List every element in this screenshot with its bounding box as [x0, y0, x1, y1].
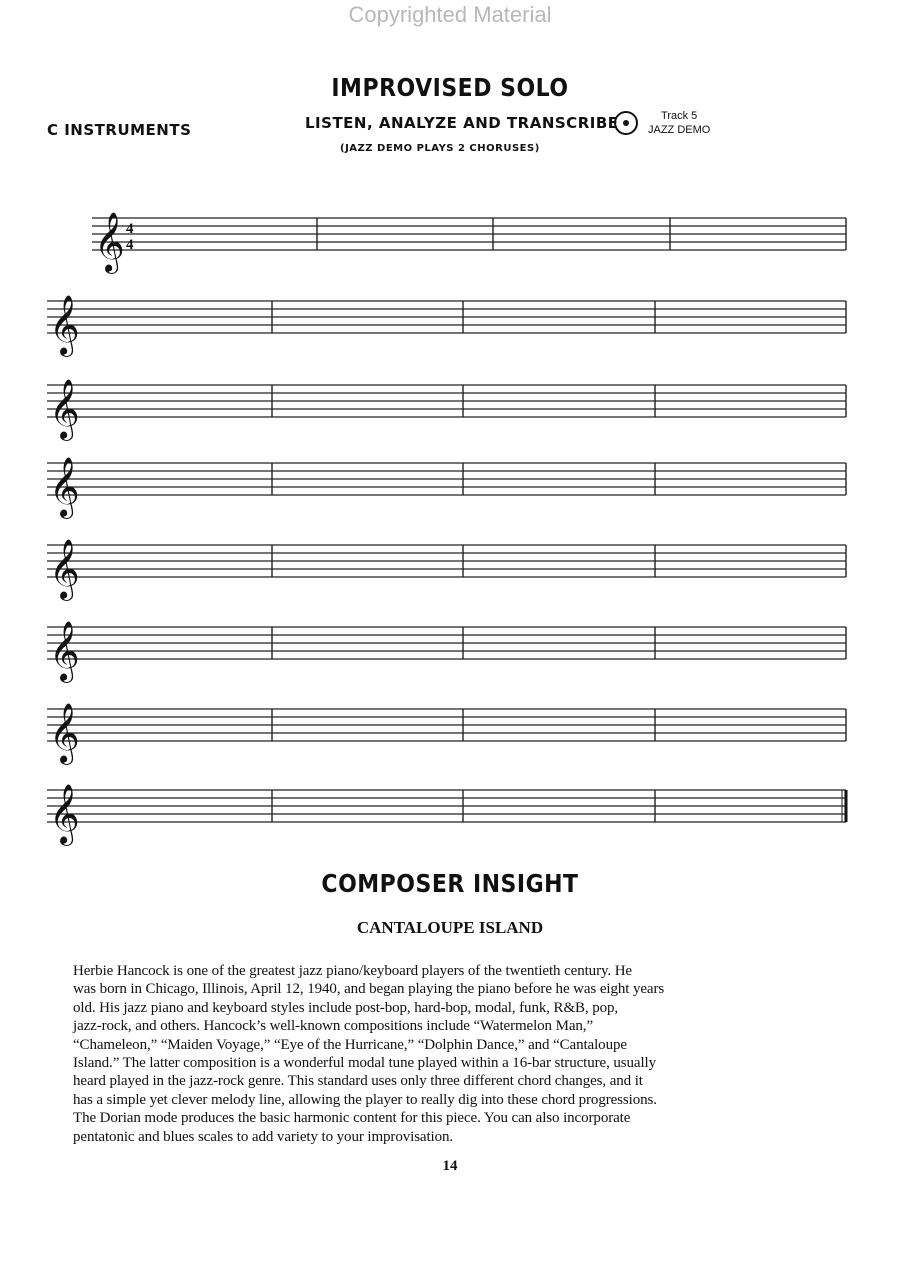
- bio-line: Island.” The latter composition is a wonderful modal tune played within a 16-bar structure, usually: [73, 1055, 657, 1072]
- bio-line: old. His jazz piano and keyboard styles include post-bop, hard-bop, modal, funk, R&B, pop,: [73, 999, 619, 1016]
- treble-clef-icon: 𝄞: [49, 295, 80, 355]
- composer-bio: [73, 962, 818, 1146]
- bio-line: jazz-rock, and others. Hancock’s well-known compositions include “Watermelon Man,”: [73, 1018, 594, 1035]
- bio-line: was born in Chicago, Illinois, April 12, 1940, and began playing the piano before he was eight years: [73, 981, 665, 998]
- copyright-watermark: Copyrighted Material: [348, 2, 552, 27]
- page-number: 14: [442, 1158, 458, 1174]
- bio-line: has a simple yet clever melody line, allowing the player to really dig into these chord progressions.: [73, 1091, 657, 1108]
- bio-line: Herbie Hancock is one of the greatest jazz piano/keyboard players of the twentieth century. He: [73, 963, 632, 979]
- time-signature-bottom: 4: [126, 237, 134, 253]
- track-number: Track 5: [661, 110, 698, 122]
- treble-clef-icon: 𝄞: [49, 621, 80, 681]
- treble-clef-icon: 𝄞: [49, 379, 80, 439]
- treble-clef-icon: 𝄞: [49, 457, 80, 517]
- composer-insight-heading: COMPOSER INSIGHT: [321, 870, 579, 899]
- bio-line: pentatonic and blues scales to add variety to your improvisation.: [73, 1128, 454, 1145]
- bio-line: “Chameleon,” “Maiden Voyage,” “Eye of the Hurricane,” “Dolphin Dance,” and “Cantaloupe: [73, 1036, 627, 1053]
- treble-clef-icon: 𝄞: [94, 212, 125, 272]
- page-title: IMPROVISED SOLO: [331, 74, 569, 103]
- subtitle-note: (JAZZ DEMO PLAYS 2 CHORUSES): [340, 143, 540, 154]
- treble-clef-icon: 𝄞: [49, 784, 80, 844]
- bio-line: The Dorian mode produces the basic harmonic content for this piece. You can also incorporate: [73, 1110, 631, 1127]
- track-label: JAZZ DEMO: [648, 124, 711, 136]
- treble-clef-icon: 𝄞: [49, 539, 80, 599]
- treble-clef-icon: 𝄞: [49, 703, 80, 763]
- subtitle: LISTEN, ANALYZE AND TRANSCRIBE: [305, 114, 619, 132]
- piece-title: CANTALOUPE ISLAND: [356, 918, 544, 937]
- bio-line: heard played in the jazz-rock genre. This standard uses only three different chord changes, and it: [73, 1073, 643, 1090]
- instrument-label: C INSTRUMENTS: [47, 121, 192, 139]
- time-signature-top: 4: [126, 221, 134, 237]
